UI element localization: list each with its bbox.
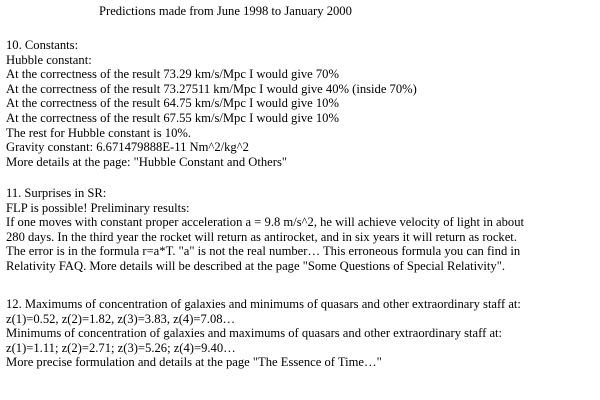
section-heading: 10. Constants: xyxy=(6,38,79,52)
text-line: Hubble constant: xyxy=(6,52,92,67)
text-line: Gravity constant: 6.671479888E-11 Nm^2/kg^2 xyxy=(6,140,249,155)
text-line: At the correctness of the result 73.27511 km/Mpc I would give 40% (inside 70%) xyxy=(6,81,417,96)
section-heading: 11. Surprises in SR: xyxy=(6,186,107,200)
section-maximums xyxy=(6,297,600,370)
section-constants xyxy=(6,38,600,169)
text-line: Relativity FAQ. More details will be described at the page "Some Questions of Special Relativity". xyxy=(6,258,506,273)
text-line: The error is in the formula r=a*T. "a" is not the real number… This erroneous formula you can find in xyxy=(6,244,521,259)
section-heading: 12. Maximums of concentration of galaxies and minimums of quasars and other extraordinary staff at: xyxy=(6,297,521,311)
section-surprises-sr xyxy=(6,186,600,274)
text-line: z(1)=0.52, z(2)=1.82, z(3)=3.83, z(4)=7.08… xyxy=(6,311,236,326)
text-line: At the correctness of the result 67.55 km/s/Mpc I would give 10% xyxy=(6,110,339,125)
text-line: At the correctness of the result 64.75 km/s/Mpc I would give 10% xyxy=(6,96,339,111)
text-line: More precise formulation and details at the page "The Essence of Time…" xyxy=(6,355,382,370)
text-line: If one moves with constant proper acceleration a = 9.8 m/s^2, he will achieve velocity of light in about xyxy=(6,215,525,230)
text-line: At the correctness of the result 73.29 km/s/Mpc I would give 70% xyxy=(6,67,339,82)
text-line: 280 days. In the third year the rocket will return as antirocket, and in six years it will return as rocket. xyxy=(6,229,517,244)
text-line: More details at the page: "Hubble Constant and Others" xyxy=(6,154,287,169)
text-line: z(1)=1.11; z(2)=2.71; z(3)=5.26; z(4)=9.40… xyxy=(6,340,236,355)
page-title: Predictions made from June 1998 to January 2000 xyxy=(99,4,352,18)
text-line: The rest for Hubble constant is 10%. xyxy=(6,125,192,140)
text-line: Minimums of concentration of galaxies and maximums of quasars and other extraordinary staff at: xyxy=(6,326,503,341)
text-line: FLP is possible! Preliminary results: xyxy=(6,200,190,215)
